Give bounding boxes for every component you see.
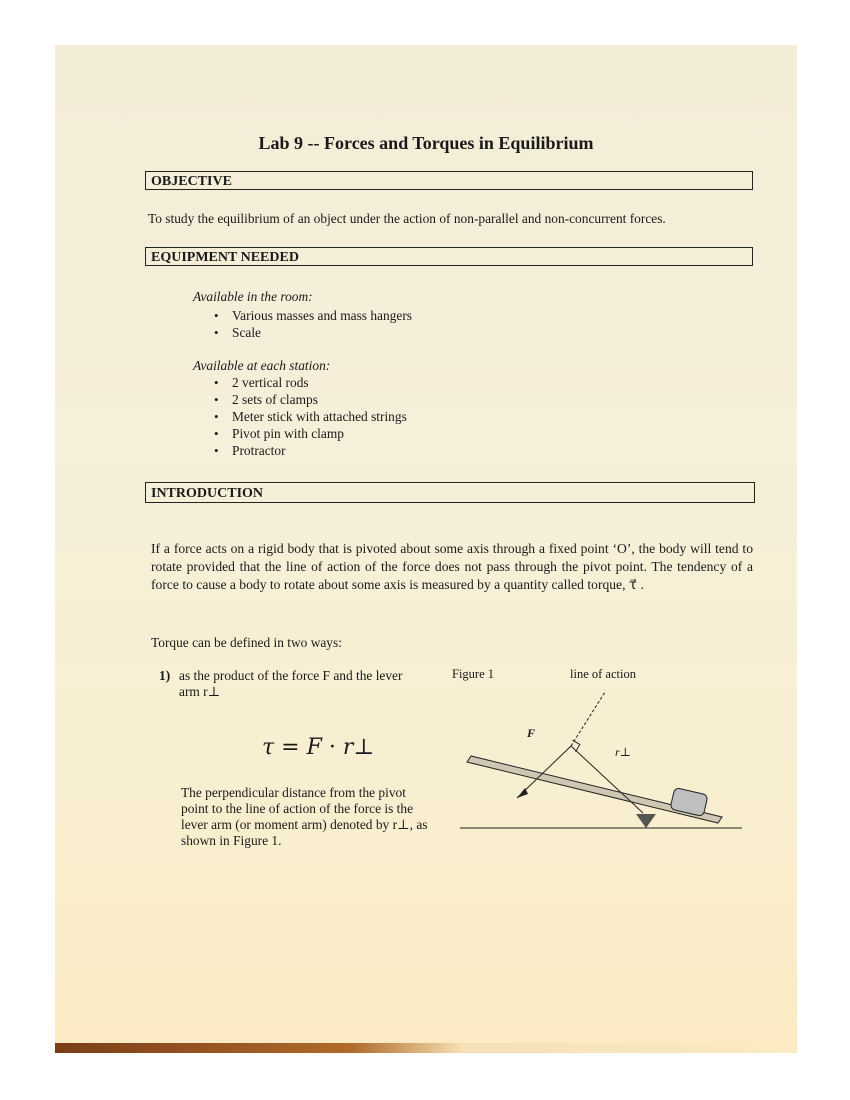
torque-diagram	[450, 680, 750, 840]
right-angle-marker	[572, 739, 581, 752]
list-item: • Meter stick with attached strings	[210, 408, 407, 425]
lever-arm-label: r⊥	[615, 745, 631, 759]
torque-formula: τ = F · r⊥	[262, 735, 375, 760]
pivot-triangle	[636, 814, 656, 828]
room-list	[210, 307, 412, 341]
lever-arm-line	[571, 746, 643, 813]
section-header-objective	[145, 171, 753, 190]
page-edge-shadow	[55, 1043, 797, 1053]
intro-paragraph: If a force acts on a rigid body that is pivoted about some axis through a fixed point ‘O’, the body will tend to rotate provided that the line of action of the force does not pass through the pivot point. The tendency of a force to cause a body to rotate about some axis is measured by a quantity called torque, τ⃗ .	[151, 541, 753, 592]
figure-caption: Figure 1	[452, 667, 495, 681]
section-equipment-label: EQUIPMENT NEEDED	[151, 250, 299, 265]
item-number: 1)	[159, 668, 171, 683]
list-item: • 2 sets of clamps	[210, 391, 407, 408]
document-page	[55, 45, 797, 1053]
room-label: Available in the room:	[193, 289, 313, 304]
list-item: • Scale	[210, 324, 412, 341]
section-introduction-label: INTRODUCTION	[151, 486, 264, 501]
line-of-action-label: line of action	[570, 667, 636, 681]
section-header-equipment	[145, 247, 753, 266]
list-item: • Protractor	[210, 442, 407, 459]
section-header-introduction	[145, 482, 755, 503]
list-item: • Various masses and mass hangers	[210, 307, 412, 324]
torque-definition: Torque can be defined in two ways:	[151, 635, 342, 650]
item1-text: as the product of the force F and the lever arm r⊥	[179, 668, 403, 699]
force-label: F	[527, 726, 536, 740]
list-item: • Pivot pin with clamp	[210, 425, 407, 442]
station-label: Available at each station:	[193, 358, 331, 373]
station-list	[210, 374, 407, 459]
list-item: • 2 vertical rods	[210, 374, 407, 391]
line-of-action	[571, 692, 605, 746]
page-title: Lab 9 -- Forces and Torques in Equilibrium	[258, 133, 594, 153]
objective-text: To study the equilibrium of an object under the action of non-parallel and non-concurrent forces.	[148, 211, 666, 226]
section-objective-label: OBJECTIVE	[151, 174, 232, 189]
lever-arm-text: The perpendicular distance from the pivot point to the line of action of the force is the lever arm (or moment arm) denoted by r⊥, as shown in Figure 1.	[181, 785, 428, 848]
